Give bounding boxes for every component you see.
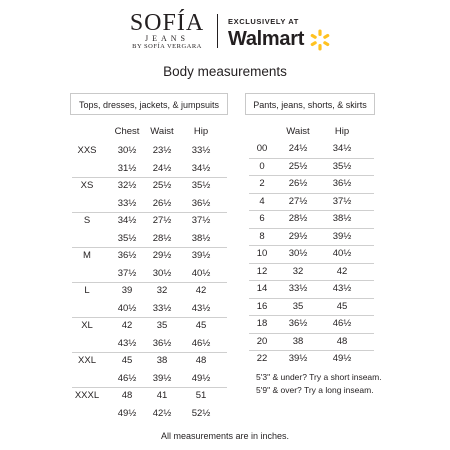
spark-petal [323,33,330,39]
inseam-note-short: 5'3" & under? Try a short inseam. [256,372,382,382]
pants-size-label: 10 [256,248,268,259]
tops-cell: 43½ [117,337,137,349]
pants-cell: 24½ [288,143,308,154]
pants-row-divider [249,158,374,159]
pants-row-divider [249,210,374,211]
sofia-jeans-logo [112,12,222,51]
tops-size-label: M [83,250,91,261]
tops-cell: 34½ [191,162,211,174]
tops-col-header: Waist [150,126,174,137]
tops-cell: 32½ [117,180,137,191]
tops-cell: 37½ [117,267,137,279]
pants-size-label: 20 [256,335,268,347]
logo-divider [217,14,218,48]
pants-cell: 35 [292,300,304,312]
tops-cell: 36½ [191,197,211,209]
tops-cell: 42 [121,320,133,331]
pants-cell: 43½ [332,283,352,294]
tops-group-divider [72,247,227,248]
tops-cell: 35½ [191,180,211,191]
pants-cell: 33½ [288,283,308,294]
pants-row-divider [249,263,374,264]
pants-size-label: 14 [256,283,268,294]
tops-heading: Tops, dresses, jackets, & jumpsuits [70,93,228,115]
pants-cell: 26½ [288,178,308,189]
pants-row-divider [249,280,374,281]
pants-cell: 45 [336,300,348,312]
pants-cell: 49½ [332,353,352,364]
pants-size-label: 8 [259,230,265,242]
tops-cell: 30½ [117,145,137,156]
tops-cell: 32 [156,285,168,296]
brand-by: BY SOFÍA VERGARA [132,43,202,50]
pants-row-divider [249,245,374,246]
pants-size-label: 4 [259,195,265,207]
pants-cell: 42 [336,265,348,277]
tops-cell: 46½ [191,337,211,349]
tops-cell: 38 [156,355,168,366]
tops-cell: 37½ [191,215,211,226]
tops-cell: 27½ [152,215,172,226]
tops-cell: 24½ [152,162,172,174]
tops-cell: 35 [156,320,168,331]
tops-cell: 52½ [191,407,211,419]
inseam-note-long: 5'9" & over? Try a long inseam. [256,385,374,395]
tops-size-label: XXS [77,145,97,156]
tops-cell: 25½ [152,180,172,191]
tops-size-label: S [83,215,91,226]
brand-name: SOFÍA [129,10,205,36]
tops-group-divider [72,282,227,283]
pants-heading: Pants, jeans, shorts, & skirts [245,93,375,115]
exclusive-label: EXCLUSIVELY AT [228,17,299,26]
tops-cell: 36½ [117,250,137,261]
tops-cell: 31½ [117,162,137,174]
pants-cell: 32 [292,265,304,277]
tops-size-label: XXL [78,355,96,366]
pants-col-header: Hip [334,126,350,137]
tops-group-divider [72,317,227,318]
tops-group-divider [72,387,227,388]
tops-cell: 39 [121,285,133,296]
spark-petal [310,41,317,47]
pants-size-label: 12 [256,265,268,277]
pants-cell: 46½ [332,318,352,329]
tops-size-label: L [84,285,90,296]
pants-row-divider [249,228,374,229]
pants-cell: 36½ [332,178,352,189]
pants-cell: 25½ [288,160,308,172]
pants-cell: 40½ [332,248,352,259]
tops-cell: 43½ [191,302,211,314]
tops-size-label: XS [80,180,94,191]
pants-col-header: Waist [286,126,310,137]
pants-cell: 39½ [288,353,308,364]
tops-cell: 48 [121,390,133,401]
pants-row-divider [249,175,374,176]
tops-cell: 35½ [117,232,137,244]
spark-petal [323,41,330,47]
pants-cell: 37½ [332,195,352,207]
footer-note: All measurements are in inches. [160,431,290,441]
tops-col-header: Hip [193,126,209,137]
pants-cell: 30½ [288,248,308,259]
pants-size-label: 22 [256,353,268,364]
tops-cell: 42½ [152,407,172,419]
pants-size-label: 16 [256,300,268,312]
tops-size-label: XXXL [74,390,100,401]
pants-row-divider [249,193,374,194]
pants-cell: 39½ [332,230,352,242]
brand-sub: JEANS [144,34,189,43]
pants-size-label: 0 [259,160,265,172]
tops-cell: 45 [121,355,133,366]
pants-cell: 35½ [332,160,352,172]
tops-cell: 36½ [152,337,172,349]
pants-cell: 38½ [332,213,352,224]
tops-cell: 33½ [191,145,211,156]
tops-group-divider [72,177,227,178]
pants-size-label: 6 [259,213,265,224]
page-title: Body measurements [163,64,287,79]
tops-cell: 42 [195,285,207,296]
tops-size-label: XL [81,320,93,331]
tops-cell: 30½ [152,267,172,279]
tops-cell: 49½ [191,372,211,384]
tops-group-divider [72,212,227,213]
pants-size-label: 00 [256,143,268,154]
spark-petal [310,33,317,39]
pants-row-divider [249,315,374,316]
walmart-logo-text: Walmart [228,28,305,50]
pants-cell: 34½ [332,143,352,154]
tops-cell: 49½ [117,407,137,419]
tops-cell: 46½ [117,372,137,384]
walmart-spark-icon [308,28,332,52]
tops-cell: 39½ [191,250,211,261]
pants-row-divider [249,350,374,351]
tops-cell: 33½ [117,197,137,209]
pants-cell: 38 [292,335,304,347]
pants-row-divider [249,333,374,334]
pants-size-label: 2 [259,178,265,189]
spark-petal [318,44,321,51]
pants-row-divider [249,298,374,299]
tops-cell: 26½ [152,197,172,209]
tops-cell: 34½ [117,215,137,226]
pants-cell: 27½ [288,195,308,207]
tops-cell: 29½ [152,250,172,261]
pants-cell: 36½ [288,318,308,329]
tops-cell: 45 [195,320,207,331]
tops-col-header: Chest [114,126,140,137]
pants-cell: 48 [336,335,348,347]
header [0,4,450,54]
tops-cell: 23½ [152,145,172,156]
tops-cell: 28½ [152,232,172,244]
tops-cell: 40½ [117,302,137,314]
tops-cell: 40½ [191,267,211,279]
tops-cell: 33½ [152,302,172,314]
pants-size-label: 18 [256,318,268,329]
pants-cell: 29½ [288,230,308,242]
tops-cell: 38½ [191,232,211,244]
tops-cell: 51 [195,390,207,401]
pants-cell: 28½ [288,213,308,224]
tops-cell: 41 [156,390,168,401]
tops-cell: 39½ [152,372,172,384]
tops-cell: 48 [195,355,207,366]
spark-petal [318,30,321,37]
tops-group-divider [72,352,227,353]
